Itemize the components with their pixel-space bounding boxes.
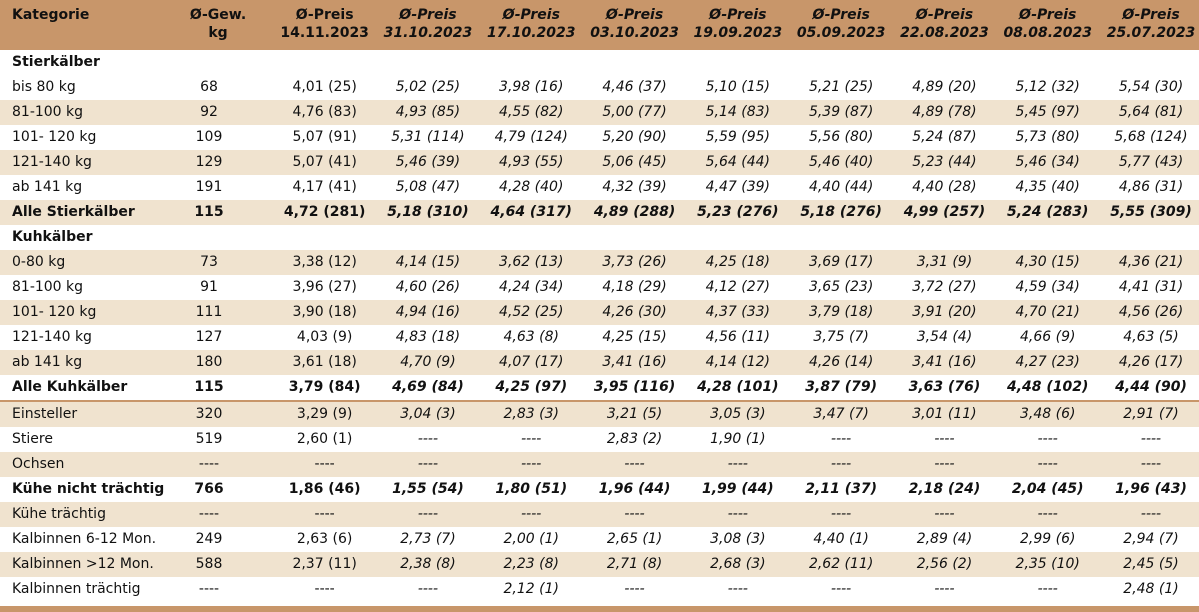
bottom-border [0,606,1199,612]
price-cell: 4,26 (14) [808,354,874,370]
header-row [0,0,1199,50]
price-cell: 4,52 (25) [499,304,564,320]
price-cell: 3,41 (16) [602,354,667,370]
price-cell: ---- [1140,456,1162,472]
price-cell: 5,20 (90) [602,129,667,145]
price-cell: 4,66 (9) [1020,329,1076,345]
header-preis-label: Ø-Preis [399,7,457,23]
table-row [0,452,1199,477]
price-cell: 2,68 (3) [710,556,766,572]
price-cell: 5,64 (44) [705,154,771,170]
header-preis-5 [789,0,892,50]
weight-cell: 92 [200,104,218,120]
category-cell: 121-140 kg [12,154,92,170]
price-cell: 4,40 (44) [808,179,874,195]
price-cell: 3,48 (6) [1020,406,1076,422]
section-row [0,50,1199,75]
weight-cell: 320 [195,406,223,422]
price-cell: 4,37 (33) [705,304,771,320]
price-cell: ---- [417,431,439,447]
category-cell: Kühe nicht trächtig [12,481,165,497]
price-cell: 5,18 (276) [800,204,882,220]
price-cell: ---- [1037,581,1058,597]
price-cell: ---- [831,431,852,447]
price-cell: ---- [1037,431,1058,447]
price-cell: 3,63 (76) [893,375,996,401]
price-cell: 5,07 (41) [292,154,357,170]
price-cell: 4,07 (17) [499,354,564,370]
price-cell: 2,62 (11) [808,556,874,572]
price-cell: 4,56 (26) [1118,304,1184,320]
table-row [0,275,1199,300]
price-cell: ---- [934,431,955,447]
price-cell: 3,98 (16) [499,79,564,95]
price-cell: ---- [521,456,542,472]
price-cell: 4,01 (25) [292,79,357,95]
price-cell: 3,79 (84) [273,375,376,401]
price-cell: 5,77 (43) [1118,154,1184,170]
table-row [0,552,1199,577]
price-cell: 5,02 (25) [395,79,461,95]
category-cell: Alle Stierkälber [12,204,135,220]
price-cell: 4,89 (78) [912,104,977,120]
price-cell: 2,18 (24) [908,481,981,497]
header-date: 03.10.2023 [590,25,679,41]
price-cell: ---- [417,456,439,472]
price-cell: 4,69 (84) [376,375,479,401]
category-cell: 121-140 kg [12,329,92,345]
price-cell: 4,40 (28) [912,179,977,195]
price-cell: 2,63 (6) [296,531,353,547]
price-cell: ---- [934,506,955,522]
header-gewicht-line1: Ø-Gew. [189,7,247,23]
price-cell: 5,23 (44) [912,154,977,170]
price-cell: 2,45 (5) [1123,556,1179,572]
price-cell: 3,90 (18) [292,304,357,320]
price-cell: 4,72 (281) [283,204,366,220]
price-cell: 1,90 (1) [710,431,766,447]
price-cell: 5,24 (87) [912,129,977,145]
table-row [0,427,1199,452]
section-heading: Stierkälber [0,50,1199,75]
table-row [0,325,1199,350]
price-cell: 4,47 (39) [705,179,771,195]
price-cell: ---- [831,506,852,522]
price-cell: 3,29 (9) [296,406,353,422]
header-preis-2 [480,0,583,50]
price-cell: 4,03 (9) [296,329,353,345]
total-row [0,375,1199,401]
price-cell: 4,56 (11) [705,329,771,345]
header-preis-6 [893,0,996,50]
price-cell: 5,31 (114) [391,129,465,145]
table-row [0,75,1199,100]
price-cell: 3,96 (27) [292,279,357,295]
price-cell: 5,21 (25) [808,79,874,95]
total-row [0,477,1199,502]
section-row [0,225,1199,250]
price-cell: 4,35 (40) [1015,179,1080,195]
price-cell: 5,06 (45) [602,154,667,170]
price-cell: 4,60 (26) [395,279,461,295]
price-cell: 4,27 (23) [1015,354,1080,370]
weight-cell: 68 [200,79,218,95]
header-gewicht [163,0,273,50]
price-cell: 5,12 (32) [1015,79,1080,95]
price-cell: 3,79 (18) [808,304,874,320]
price-cell: 2,83 (2) [606,431,663,447]
category-cell: Kühe trächtig [12,506,106,522]
price-cell: 3,47 (7) [813,406,869,422]
weight-cell: 588 [195,556,223,572]
weight-cell: 91 [200,279,218,295]
price-cell: 1,96 (43) [1115,481,1187,497]
price-cell: 2,48 (1) [1123,581,1179,597]
header-preis-label: Ø-Preis [915,7,974,23]
table-row [0,577,1199,602]
price-cell: 4,12 (27) [705,279,771,295]
weight-cell: 191 [195,179,223,195]
price-cell: ---- [1037,506,1058,522]
category-cell: ab 141 kg [12,179,83,195]
price-cell: 4,79 (124) [494,129,568,145]
price-cell: 3,87 (79) [789,375,892,401]
price-cell: ---- [831,456,852,472]
price-cell: 4,93 (85) [395,104,461,120]
weight-cell: 115 [163,375,273,401]
weight-cell: 519 [195,431,223,447]
price-cell: 4,63 (8) [503,329,559,345]
price-cell: 3,91 (20) [912,304,977,320]
price-cell: 4,26 (17) [1118,354,1184,370]
price-cell: 5,46 (34) [1015,154,1080,170]
price-cell: 4,17 (41) [292,179,357,195]
price-cell: 2,71 (8) [606,556,663,572]
price-cell: 3,62 (13) [499,254,564,270]
price-cell: 4,25 (15) [602,329,667,345]
category-cell: 101- 120 kg [12,129,97,145]
price-cell: 4,44 (90) [1099,375,1199,401]
weight-cell: ---- [198,506,220,522]
table-row [0,527,1199,552]
price-cell: ---- [521,431,542,447]
header-preis-0 [273,0,376,50]
price-cell: ---- [934,456,955,472]
price-cell: 4,46 (37) [602,79,667,95]
price-cell: 4,64 (317) [490,204,572,220]
price-cell: ---- [624,456,645,472]
price-cell: 3,41 (16) [912,354,977,370]
price-cell: 4,86 (31) [1118,179,1184,195]
weight-cell: 129 [195,154,223,170]
price-cell: ---- [417,506,439,522]
header-preis-label: Ø-Preis [605,7,664,23]
header-preis-label: Ø-Preis [295,7,354,23]
price-cell: 2,38 (8) [400,556,456,572]
weight-cell: 115 [194,204,224,220]
price-cell: 2,91 (7) [1123,406,1179,422]
price-cell: ---- [521,506,542,522]
category-cell: Kalbinnen >12 Mon. [12,556,154,572]
price-cell: 2,94 (7) [1123,531,1179,547]
weight-cell: 109 [195,129,223,145]
price-cell: 1,99 (44) [701,481,774,497]
price-cell: 2,73 (7) [400,531,456,547]
header-date: 31.10.2023 [383,25,473,41]
price-cell: 1,86 (46) [288,481,361,497]
header-preis-label: Ø-Preis [1122,7,1180,23]
header-gewicht-line2: kg [208,25,228,41]
price-cell: 4,41 (31) [1118,279,1184,295]
header-preis-4 [686,0,789,50]
price-cell: 4,63 (5) [1123,329,1179,345]
price-cell: 4,40 (1) [813,531,869,547]
category-cell: 81-100 kg [12,279,84,295]
price-cell: 4,25 (97) [480,375,583,401]
price-cell: 5,73 (80) [1015,129,1080,145]
price-cell: 4,28 (40) [499,179,564,195]
category-cell: bis 80 kg [12,79,76,95]
price-cell: 5,59 (95) [705,129,771,145]
price-cell: 4,14 (15) [395,254,461,270]
header-preis-7 [996,0,1099,50]
category-cell: ab 141 kg [12,354,83,370]
price-cell: 5,68 (124) [1114,129,1188,145]
price-cell: 4,18 (29) [602,279,667,295]
price-cell: 3,65 (23) [808,279,874,295]
weight-cell: ---- [198,456,220,472]
price-cell: 5,24 (283) [1007,204,1089,220]
price-cell: 5,08 (47) [395,179,461,195]
category-cell: 101- 120 kg [12,304,97,320]
price-cell: 5,18 (310) [387,204,469,220]
price-cell: ---- [1140,506,1162,522]
price-cell: 4,14 (12) [705,354,771,370]
price-cell: 5,07 (91) [292,129,357,145]
price-cell: 2,35 (10) [1015,556,1080,572]
price-cell: ---- [831,581,852,597]
price-cell: 5,39 (87) [808,104,874,120]
header-kategorie: Kategorie [12,7,90,23]
price-cell: 3,21 (5) [606,406,663,422]
price-cell: 1,80 (51) [495,481,568,497]
table-row [0,300,1199,325]
price-cell: 4,28 (101) [686,375,789,401]
category-cell: Kalbinnen trächtig [12,581,141,597]
price-cell: 5,54 (30) [1118,79,1184,95]
price-cell: 5,14 (83) [705,104,771,120]
price-cell: 3,73 (26) [602,254,667,270]
price-cell: 3,04 (3) [400,406,456,422]
header-preis-label: Ø-Preis [709,7,767,23]
price-cell: 4,89 (288) [593,204,676,220]
table-row [0,150,1199,175]
weight-cell: 111 [195,304,223,320]
header-date: 05.09.2023 [796,25,886,41]
price-cell: 4,76 (83) [292,104,357,120]
price-cell: 4,59 (34) [1015,279,1080,295]
price-cell: 4,70 (9) [400,354,456,370]
price-cell: 5,23 (276) [697,204,779,220]
section-heading: Kuhkälber [0,225,1199,250]
category-cell: 81-100 kg [12,104,84,120]
price-cell: 2,00 (1) [503,531,559,547]
table-row [0,100,1199,125]
price-cell: 3,05 (3) [710,406,766,422]
total-row [0,200,1199,225]
price-cell: 4,99 (257) [903,204,986,220]
price-cell: ---- [314,506,335,522]
category-cell: Ochsen [12,456,65,472]
weight-cell: 127 [195,329,223,345]
price-cell: 4,70 (21) [1015,304,1080,320]
price-cell: 2,89 (4) [916,531,973,547]
price-cell: 5,46 (39) [395,154,461,170]
table-row [0,350,1199,375]
price-cell: 5,56 (80) [808,129,874,145]
table-row [0,502,1199,527]
price-cell: 4,30 (15) [1015,254,1080,270]
price-cell: 3,08 (3) [710,531,766,547]
price-cell: ---- [624,581,645,597]
price-cell: 5,64 (81) [1118,104,1184,120]
price-cell: 2,65 (1) [606,531,663,547]
weight-cell: 73 [200,254,218,270]
price-cell: 2,56 (2) [916,556,973,572]
header-date: 25.07.2023 [1106,25,1196,41]
price-cell: 5,00 (77) [602,104,667,120]
price-cell: ---- [1037,456,1058,472]
price-cell: 3,01 (11) [912,406,977,422]
price-cell: 3,75 (7) [813,329,869,345]
category-cell: Einsteller [12,406,78,422]
price-cell: 4,32 (39) [602,179,667,195]
price-cell: 3,31 (9) [916,254,973,270]
price-cell: 4,55 (82) [499,104,564,120]
price-cell: 5,10 (15) [705,79,771,95]
price-cell: 5,45 (97) [1015,104,1080,120]
price-cell: 5,46 (40) [808,154,874,170]
header-preis-8 [1099,0,1199,50]
price-cell: ---- [1140,431,1162,447]
price-cell: 3,95 (116) [583,375,686,401]
weight-cell: 180 [195,354,223,370]
category-cell: Alle Kuhkälber [0,375,163,401]
price-cell: ---- [314,581,335,597]
price-cell: ---- [417,581,439,597]
weight-cell: 249 [195,531,223,547]
price-cell: 2,83 (3) [503,406,559,422]
price-cell: 2,60 (1) [296,431,353,447]
price-cell: 4,24 (34) [499,279,564,295]
price-cell: 4,83 (18) [395,329,461,345]
price-cell: 4,94 (16) [395,304,461,320]
price-cell: ---- [314,456,335,472]
table-row [0,401,1199,427]
table-header [0,0,1199,50]
price-cell: ---- [727,581,748,597]
price-cell: 3,38 (12) [292,254,357,270]
price-cell: ---- [727,506,748,522]
header-preis-label: Ø-Preis [502,7,560,23]
price-cell: 2,99 (6) [1020,531,1076,547]
price-cell: 2,37 (11) [292,556,357,572]
price-cell: 2,11 (37) [805,481,877,497]
category-cell: Stiere [12,431,53,447]
price-cell: ---- [624,506,645,522]
price-cell: 2,12 (1) [503,581,559,597]
header-preis-3 [583,0,686,50]
header-date: 17.10.2023 [486,25,576,41]
header-date: 08.08.2023 [1003,25,1093,41]
price-cell: 4,26 (30) [602,304,667,320]
header-date: 19.09.2023 [693,25,783,41]
price-cell: 4,93 (55) [499,154,564,170]
price-cell: 3,61 (18) [292,354,357,370]
price-cell: 3,54 (4) [916,329,973,345]
header-preis-label: Ø-Preis [1019,7,1077,23]
price-cell: 3,72 (27) [912,279,977,295]
header-preis-label: Ø-Preis [812,7,870,23]
price-cell: 1,55 (54) [392,481,464,497]
price-cell: ---- [934,581,955,597]
table-body [0,50,1199,602]
category-cell: Kalbinnen 6-12 Mon. [12,531,157,547]
table-row [0,175,1199,200]
price-cell: 3,69 (17) [808,254,874,270]
header-date: 22.08.2023 [900,25,989,41]
price-cell: 4,89 (20) [912,79,977,95]
weight-cell: ---- [198,581,220,597]
header-preis-1 [376,0,479,50]
table-row [0,125,1199,150]
price-cell: ---- [727,456,748,472]
weight-cell: 766 [194,481,224,497]
price-cell: 4,48 (102) [996,375,1099,401]
price-cell: 2,04 (45) [1011,481,1084,497]
table-row [0,250,1199,275]
price-cell: 4,36 (21) [1118,254,1184,270]
price-cell: 1,96 (44) [598,481,671,497]
price-cell: 5,55 (309) [1110,204,1192,220]
price-cell: 4,25 (18) [705,254,771,270]
price-cell: 2,23 (8) [503,556,559,572]
header-date: 14.11.2023 [280,25,369,41]
category-cell: 0-80 kg [12,254,66,270]
